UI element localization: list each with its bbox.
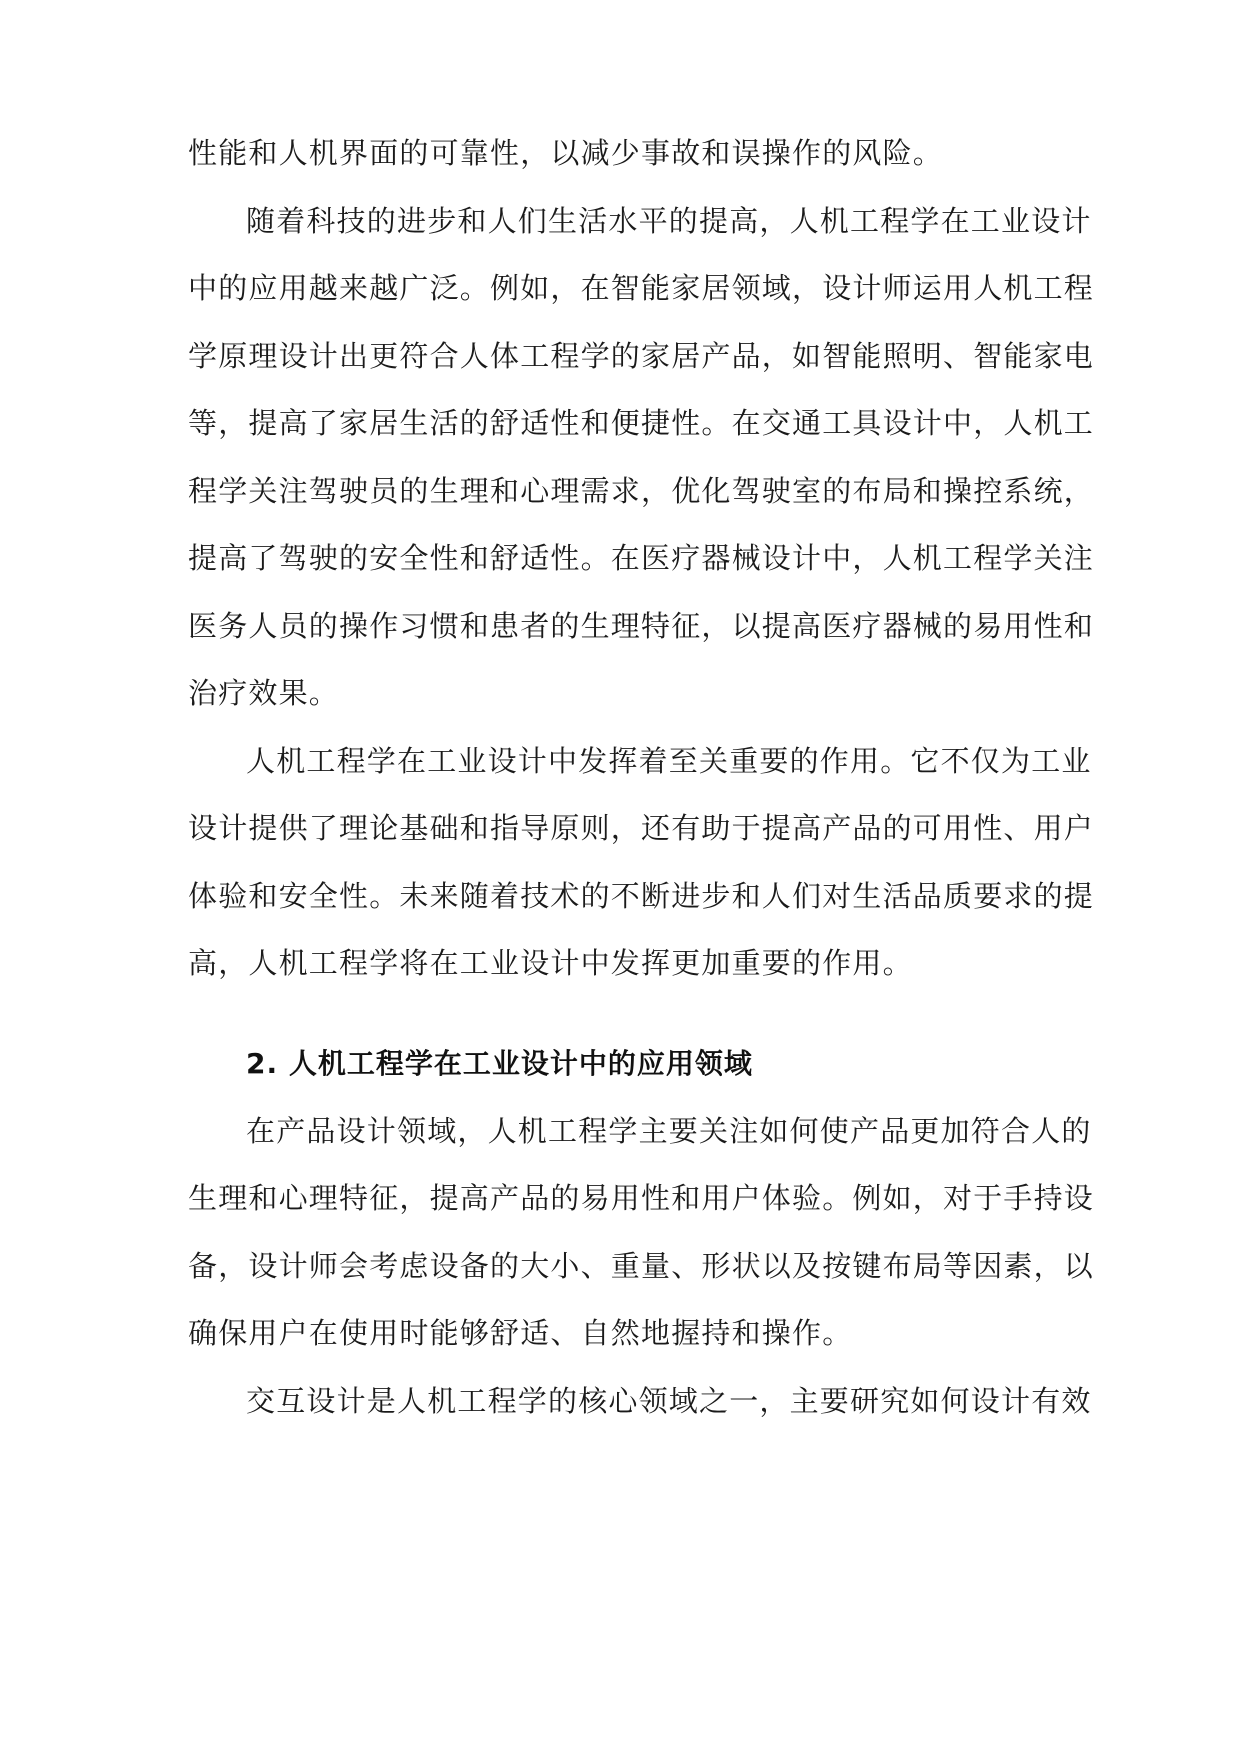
text-line: 生理和心理特征，提高产品的易用性和用户体验。例如，对于手持设 — [188, 1181, 1095, 1215]
text-line: 提高了驾驶的安全性和舒适性。在医疗器械设计中，人机工程学关注 — [188, 541, 1095, 575]
text-line: 设计提供了理论基础和指导原则，还有助于提高产品的可用性、用户 — [188, 811, 1095, 845]
text-line: 确保用户在使用时能够舒适、自然地握持和操作。 — [188, 1316, 853, 1350]
text-line: 备，设计师会考虑设备的大小、重量、形状以及按键布局等因素，以 — [188, 1249, 1095, 1283]
text-line: 人机工程学在工业设计中发挥着至关重要的作用。它不仅为工业 — [246, 744, 1092, 778]
text-line: 等，提高了家居生活的舒适性和便捷性。在交通工具设计中，人机工 — [188, 406, 1095, 440]
text-line: 程学关注驾驶员的生理和心理需求，优化驾驶室的布局和操控系统， — [188, 474, 1095, 508]
text-line: 医务人员的操作习惯和患者的生理特征，以提高医疗器械的易用性和 — [188, 609, 1095, 643]
section-heading: 2. 人机工程学在工业设计中的应用领域 — [246, 1047, 753, 1080]
text-line: 性能和人机界面的可靠性，以减少事故和误操作的风险。 — [188, 136, 944, 170]
text-line: 交互设计是人机工程学的核心领域之一，主要研究如何设计有效 — [246, 1384, 1092, 1418]
text-line: 中的应用越来越广泛。例如，在智能家居领域，设计师运用人机工程 — [188, 271, 1095, 305]
text-line: 治疗效果。 — [188, 676, 340, 710]
text-line: 体验和安全性。未来随着技术的不断进步和人们对生活品质要求的提 — [188, 879, 1095, 913]
text-line: 随着科技的进步和人们生活水平的提高，人机工程学在工业设计 — [246, 204, 1092, 238]
text-line: 高，人机工程学将在工业设计中发挥更加重要的作用。 — [188, 946, 913, 980]
text-line: 在产品设计领域，人机工程学主要关注如何使产品更加符合人的 — [246, 1114, 1092, 1148]
text-line: 学原理设计出更符合人体工程学的家居产品，如智能照明、智能家电 — [188, 339, 1095, 373]
